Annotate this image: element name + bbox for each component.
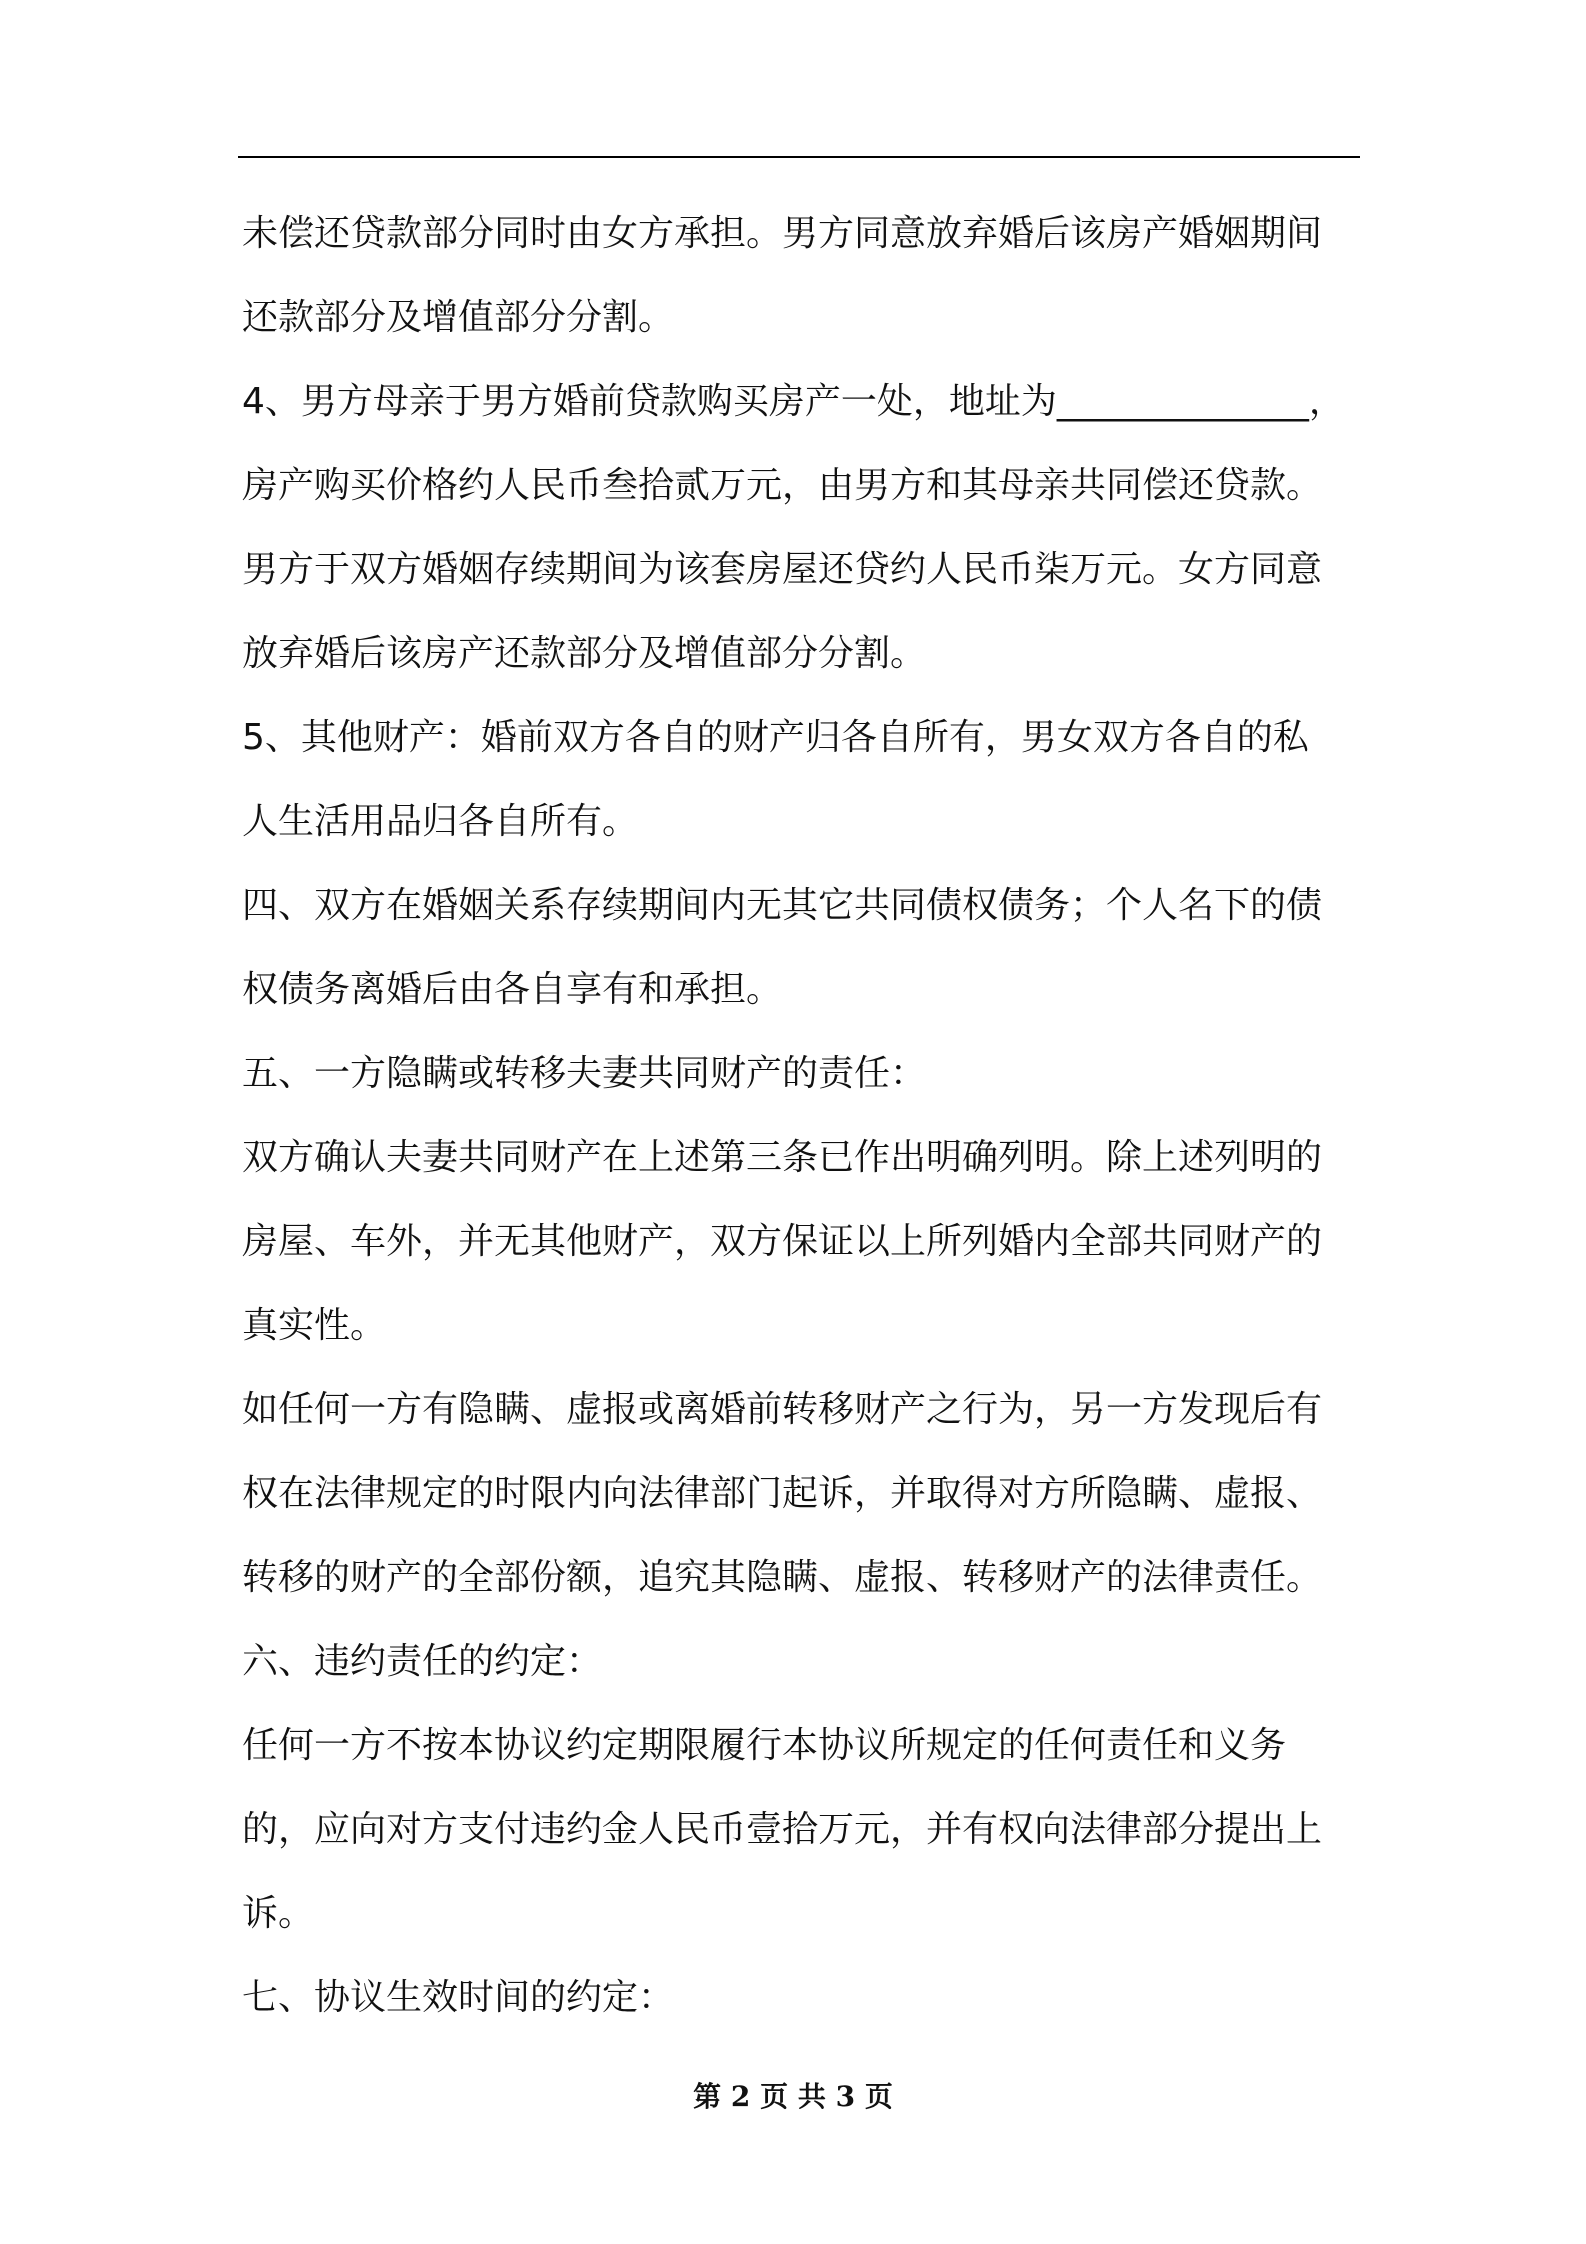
text-line: 人生活用品归各自所有。	[242, 801, 639, 842]
header-rule	[238, 156, 1360, 158]
document-body	[242, 192, 1360, 2040]
text-line: 四、双方在婚姻关系存续期间内无其它共同债权债务；个人名下的债	[242, 885, 1323, 926]
text-line: 的，应向对方支付违约金人民币壹拾万元，并有权向法律部分提出上	[242, 1809, 1323, 1850]
text-line: 4、男方母亲于男方婚前贷款购买房产一处，地址为______________，	[242, 381, 1345, 422]
text-line: 真实性。	[242, 1305, 387, 1346]
text-line: 诉。	[242, 1893, 315, 1934]
text-line: 5、其他财产：婚前双方各自的财产归各自所有，男女双方各自的私	[242, 717, 1309, 758]
section-heading: 六、违约责任的约定：	[242, 1641, 603, 1682]
text-line: 任何一方不按本协议约定期限履行本协议所规定的任何责任和义务	[242, 1725, 1287, 1766]
text-line: 房屋、车外，并无其他财产，双方保证以上所列婚内全部共同财产的	[242, 1221, 1323, 1262]
section-heading: 七、协议生效时间的约定：	[242, 1977, 675, 2018]
text-line: 权在法律规定的时限内向法律部门起诉，并取得对方所隐瞒、虚报、	[242, 1473, 1323, 1514]
section-heading: 五、一方隐瞒或转移夫妻共同财产的责任：	[242, 1053, 927, 1094]
text-line: 房产购买价格约人民币叁拾贰万元，由男方和其母亲共同偿还贷款。	[242, 465, 1323, 506]
text-line: 权债务离婚后由各自享有和承担。	[242, 969, 783, 1010]
text-line: 男方于双方婚姻存续期间为该套房屋还贷约人民币柒万元。女方同意	[242, 549, 1323, 590]
text-line: 还款部分及增值部分分割。	[242, 297, 675, 338]
text-line: 转移的财产的全部份额，追究其隐瞒、虚报、转移财产的法律责任。	[242, 1557, 1323, 1598]
text-line: 如任何一方有隐瞒、虚报或离婚前转移财产之行为，另一方发现后有	[242, 1389, 1323, 1430]
text-line: 未偿还贷款部分同时由女方承担。男方同意放弃婚后该房产婚姻期间	[242, 213, 1323, 254]
text-line: 放弃婚后该房产还款部分及增值部分分割。	[242, 633, 927, 674]
text-line: 双方确认夫妻共同财产在上述第三条已作出明确列明。除上述列明的	[242, 1137, 1323, 1178]
page-number: 第 2 页 共 3 页	[693, 2080, 893, 2113]
